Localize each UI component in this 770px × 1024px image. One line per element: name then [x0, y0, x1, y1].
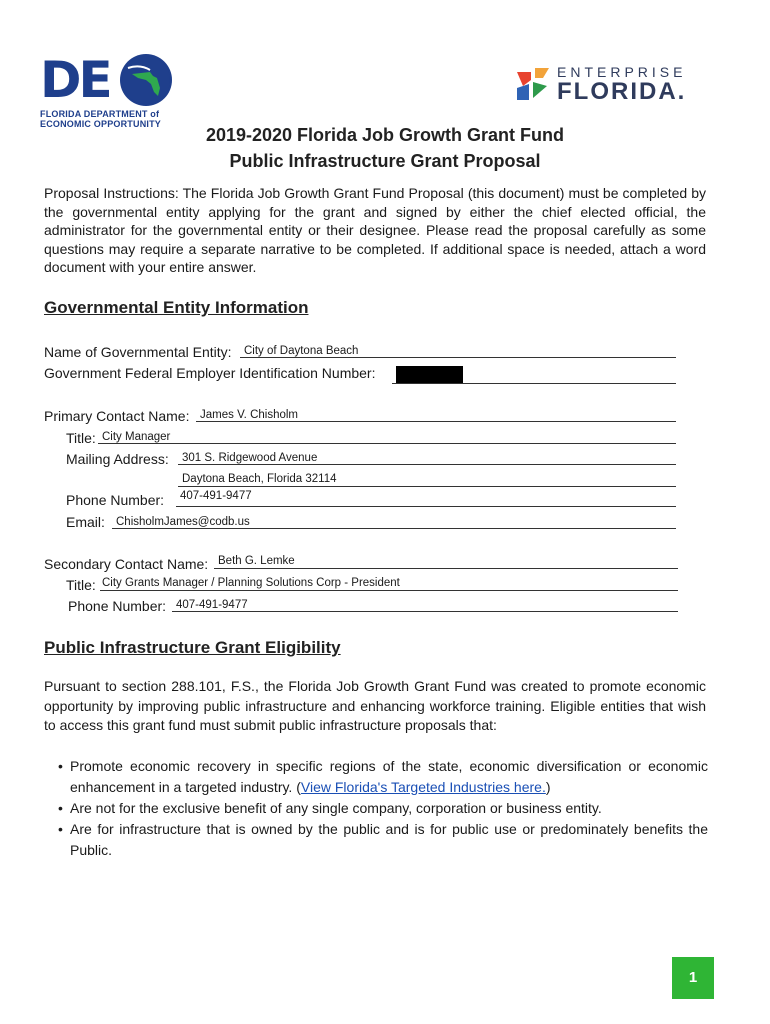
mailing-address-line1[interactable]: 301 S. Ridgewood Avenue [182, 452, 318, 464]
secondary-phone-line [172, 611, 678, 612]
primary-title-value[interactable]: City Manager [102, 431, 171, 443]
email-value[interactable]: ChisholmJames@codb.us [116, 516, 250, 528]
page-number-badge: 1 [672, 957, 714, 999]
document-subtitle: Public Infrastructure Grant Proposal [229, 151, 541, 171]
primary-title-line [98, 443, 676, 444]
secondary-phone-label: Phone Number: [68, 598, 167, 614]
enterprise-florida-logo [515, 62, 710, 108]
fein-line [392, 383, 676, 384]
deo-subtitle-line2: ECONOMIC OPPORTUNITY [40, 119, 162, 129]
criteria-1-end: ) [545, 779, 551, 795]
mailing-address-label: Mailing Address: [66, 451, 169, 467]
list-item: • Are not for the exclusive benefit of any single company, corporation or business entity. [58, 798, 708, 819]
criteria-1-text: Promote economic recovery in specific regions of the state, economic diversification or economic enhancement in a targeted industry. ( [70, 758, 708, 795]
secondary-title-label: Title: [66, 577, 96, 593]
secondary-contact-value[interactable]: Beth G. Lemke [218, 555, 295, 567]
fein-label: Government Federal Employer Identification Number: [44, 365, 376, 381]
entity-name-label: Name of Governmental Entity: [44, 344, 232, 360]
secondary-phone-value[interactable]: 407-491-9477 [176, 599, 248, 611]
enterprise-florida-line1: ENTERPRISE [557, 64, 687, 80]
mailing-address-line2[interactable]: Daytona Beach, Florida 32114 [182, 473, 337, 485]
eligibility-criteria-list [58, 756, 708, 861]
phone-label: Phone Number: [66, 492, 165, 508]
enterprise-florida-mark-icon [515, 66, 551, 102]
eligibility-intro: Pursuant to section 288.101, F.S., the Florida Job Growth Grant Fund was created to promote economic opportunity by improving public infrastructure and enhancing workforce training. Eligible entities that wish to access this grant fund must submit public infrastructure proposals that: [44, 678, 706, 733]
secondary-title-line [100, 590, 678, 591]
primary-title-label: Title: [66, 430, 96, 446]
primary-contact-label: Primary Contact Name: [44, 408, 190, 424]
fein-redaction-block [396, 366, 463, 383]
deo-logo-letters: DE [40, 51, 110, 109]
florida-globe-icon [120, 54, 172, 106]
document-title: 2019-2020 Florida Job Growth Grant Fund [205, 125, 565, 145]
deo-subtitle-line1: FLORIDA DEPARTMENT of [40, 109, 160, 119]
phone-value[interactable]: 407-491-9477 [180, 490, 252, 502]
eligibility-section-heading: Public Infrastructure Grant Eligibility [44, 638, 341, 657]
email-label: Email: [66, 514, 105, 530]
secondary-contact-label: Secondary Contact Name: [44, 556, 209, 572]
entity-name-value[interactable]: City of Daytona Beach [244, 345, 359, 357]
secondary-title-value[interactable]: City Grants Manager / Planning Solutions Corp - President [102, 577, 400, 589]
entity-section-heading: Governmental Entity Information [44, 298, 309, 317]
targeted-industries-link[interactable]: View Florida's Targeted Industries here. [300, 779, 546, 795]
enterprise-florida-line2: FLORIDA. [557, 78, 687, 105]
mailing-address-line2-rule [178, 486, 676, 487]
list-item [58, 756, 708, 798]
phone-line [176, 506, 676, 507]
proposal-instructions: Proposal Instructions: The Florida Job Growth Grant Fund Proposal (this document) must be completed by the governmental entity applying for the grant and signed by either the chief elected official, the administrator for the governmental entity or their designee. Please read the proposal carefully as some questions may require a separate narrative to be completed. If additional space is needed, attach a word document with your entire answer. [44, 185, 706, 276]
primary-contact-value[interactable]: James V. Chisholm [200, 409, 299, 421]
secondary-contact-line [214, 568, 678, 569]
deo-logo [40, 52, 175, 134]
list-item: • Are for infrastructure that is owned by the public and is for public use or predominately benefits the Public. [58, 819, 708, 861]
